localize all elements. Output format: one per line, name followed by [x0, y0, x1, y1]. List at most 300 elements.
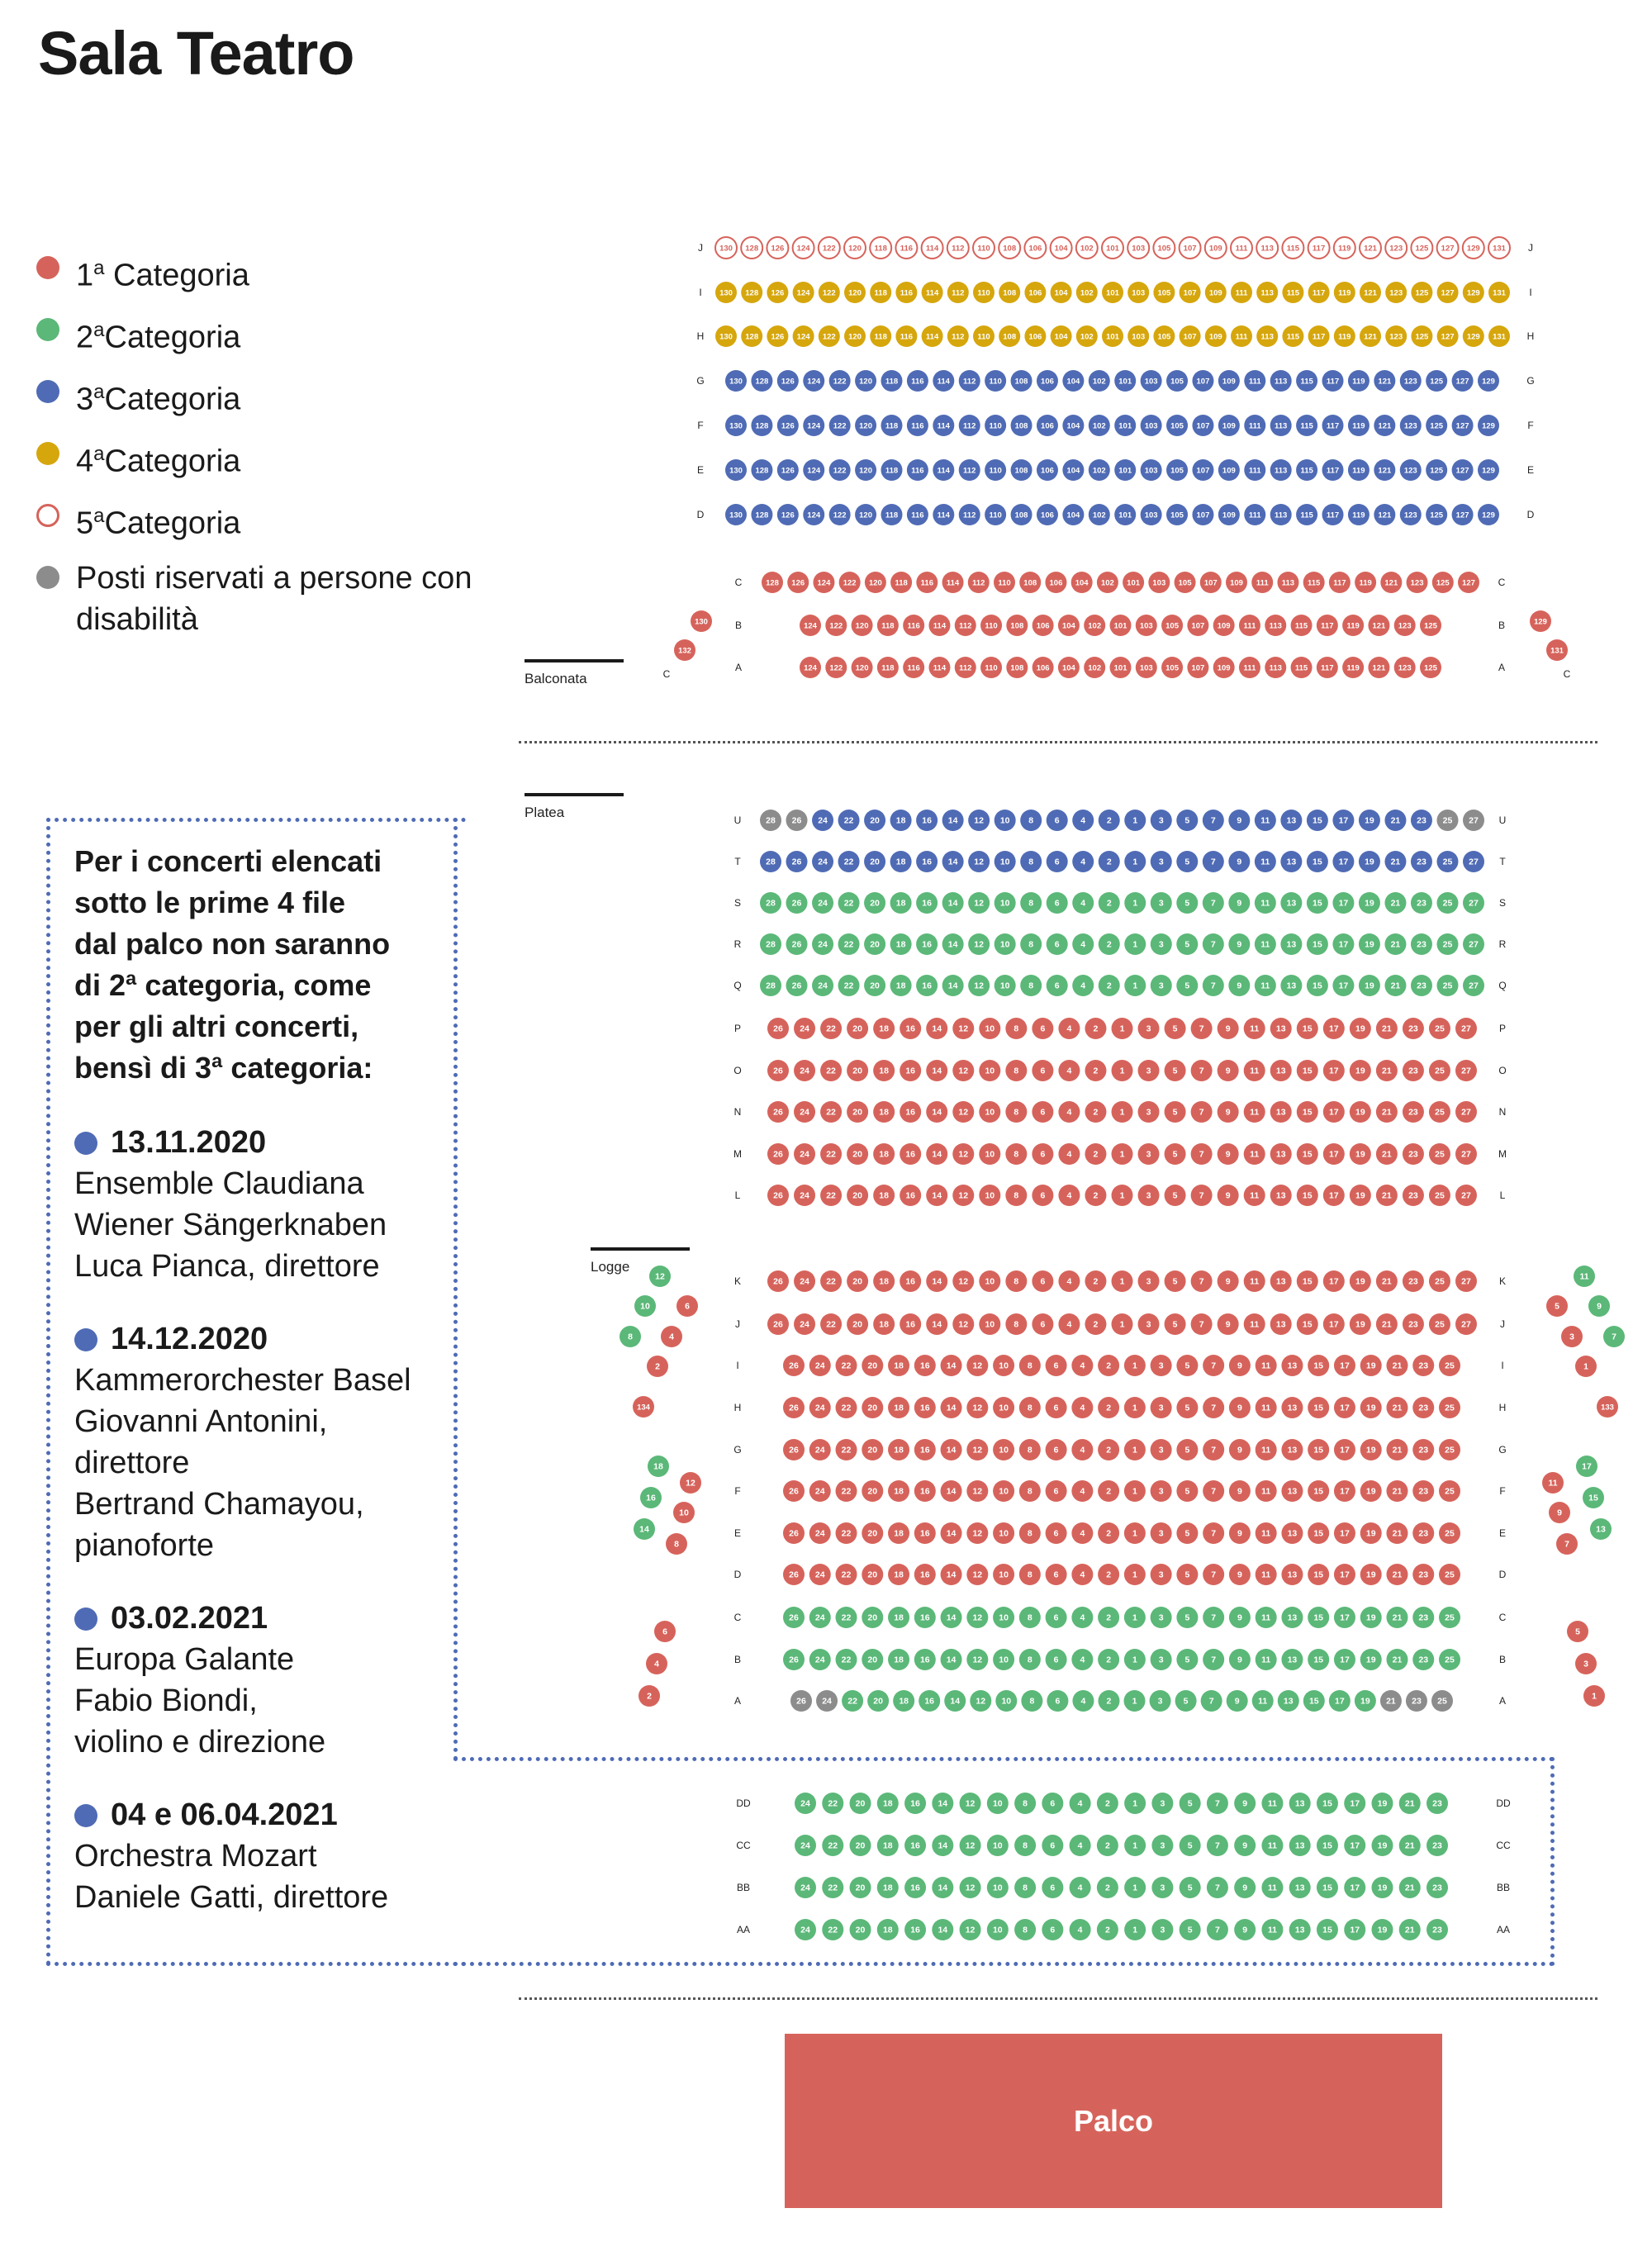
seat-131[interactable] [1488, 325, 1510, 347]
seat-10[interactable] [979, 1018, 1000, 1039]
seat-7[interactable] [1191, 1313, 1213, 1335]
seat-15[interactable] [1308, 1522, 1329, 1544]
seat-112[interactable] [968, 572, 990, 593]
seat-6[interactable] [1042, 1919, 1063, 1940]
seat-4[interactable] [1058, 1018, 1080, 1039]
seat-2[interactable] [1097, 1835, 1118, 1856]
seat-1[interactable] [1124, 1649, 1146, 1670]
seat-8[interactable] [1020, 975, 1042, 996]
seat-15[interactable] [1297, 1060, 1318, 1081]
seat-24[interactable] [812, 810, 833, 831]
seat-112[interactable] [959, 504, 980, 525]
seat-105[interactable] [1166, 415, 1188, 436]
seat-12[interactable] [952, 1313, 974, 1335]
seat-120[interactable] [855, 370, 876, 392]
seat-12[interactable] [966, 1397, 988, 1418]
seat-3[interactable] [1151, 1793, 1173, 1814]
seat-13[interactable] [1280, 933, 1302, 955]
seat-2[interactable] [1085, 1270, 1106, 1292]
seat-124[interactable] [803, 415, 824, 436]
seat-11[interactable] [1256, 1397, 1277, 1418]
seat-25[interactable] [1429, 1313, 1450, 1335]
seat-23[interactable] [1412, 1607, 1434, 1628]
seat-117[interactable] [1322, 370, 1344, 392]
seat-11[interactable] [1256, 1607, 1277, 1628]
seat-6[interactable] [1042, 1877, 1063, 1898]
seat-5[interactable] [1175, 1690, 1197, 1712]
seat-20[interactable] [862, 1439, 883, 1460]
seat-23[interactable] [1412, 1480, 1434, 1502]
seat-23[interactable] [1412, 1439, 1434, 1460]
seat-26[interactable] [783, 1649, 805, 1670]
seat-25[interactable] [1436, 933, 1458, 955]
seat-113[interactable] [1265, 657, 1286, 678]
seat-18[interactable] [888, 1607, 909, 1628]
seat-10[interactable] [979, 1060, 1000, 1081]
seat-116[interactable] [907, 504, 928, 525]
seat-16[interactable] [900, 1143, 921, 1165]
seat-111[interactable] [1231, 282, 1252, 303]
seat-114[interactable] [933, 415, 954, 436]
seat-126[interactable] [777, 415, 799, 436]
seat-28[interactable] [760, 933, 781, 955]
seat-2[interactable] [1085, 1018, 1106, 1039]
seat-112[interactable] [955, 615, 976, 636]
seat-12[interactable] [960, 1877, 981, 1898]
seat-21[interactable] [1399, 1919, 1421, 1940]
seat-121[interactable] [1374, 504, 1395, 525]
seat-3[interactable] [1151, 975, 1172, 996]
seat-5[interactable] [1180, 1919, 1201, 1940]
seat-15[interactable] [1307, 933, 1328, 955]
seat-12[interactable] [952, 1018, 974, 1039]
seat-125[interactable] [1420, 657, 1441, 678]
seat-117[interactable] [1308, 282, 1330, 303]
seat-26[interactable] [767, 1270, 789, 1292]
seat-7[interactable] [1203, 892, 1224, 914]
seat-22[interactable] [822, 1919, 843, 1940]
seat-17[interactable] [1323, 1143, 1345, 1165]
seat-8[interactable] [666, 1533, 687, 1555]
seat-118[interactable] [870, 325, 891, 347]
seat-3[interactable] [1150, 1690, 1171, 1712]
seat-4[interactable] [1071, 1522, 1093, 1544]
seat-23[interactable] [1427, 1919, 1448, 1940]
seat-111[interactable] [1244, 415, 1265, 436]
seat-23[interactable] [1411, 810, 1432, 831]
seat-105[interactable] [1153, 325, 1175, 347]
seat-25[interactable] [1429, 1143, 1450, 1165]
seat-24[interactable] [794, 1018, 815, 1039]
seat-102[interactable] [1089, 415, 1110, 436]
seat-11[interactable] [1256, 1480, 1277, 1502]
seat-19[interactable] [1359, 975, 1380, 996]
seat-13[interactable] [1281, 1522, 1303, 1544]
seat-14[interactable] [942, 975, 964, 996]
seat-26[interactable] [767, 1143, 789, 1165]
seat-2[interactable] [1098, 1564, 1119, 1585]
seat-16[interactable] [916, 810, 938, 831]
seat-17[interactable] [1323, 1101, 1345, 1123]
seat-14[interactable] [941, 1439, 962, 1460]
seat-17[interactable] [1334, 1607, 1355, 1628]
seat-21[interactable] [1386, 1355, 1408, 1376]
seat-4[interactable] [1058, 1270, 1080, 1292]
seat-23[interactable] [1411, 975, 1432, 996]
seat-5[interactable] [1176, 933, 1198, 955]
seat-19[interactable] [1350, 1101, 1371, 1123]
seat-104[interactable] [1062, 504, 1084, 525]
seat-18[interactable] [888, 1564, 909, 1585]
seat-14[interactable] [941, 1649, 962, 1670]
seat-125[interactable] [1432, 572, 1454, 593]
seat-26[interactable] [783, 1607, 805, 1628]
seat-14[interactable] [932, 1919, 953, 1940]
seat-20[interactable] [850, 1835, 871, 1856]
seat-5[interactable] [1176, 1397, 1198, 1418]
seat-11[interactable] [1261, 1835, 1283, 1856]
seat-21[interactable] [1376, 1018, 1398, 1039]
seat-108[interactable] [1006, 657, 1028, 678]
seat-117[interactable] [1322, 459, 1344, 481]
seat-12[interactable] [960, 1793, 981, 1814]
seat-111[interactable] [1244, 504, 1265, 525]
seat-121[interactable] [1374, 370, 1395, 392]
seat-3[interactable] [1151, 892, 1172, 914]
seat-9[interactable] [1234, 1877, 1256, 1898]
seat-19[interactable] [1360, 1355, 1382, 1376]
seat-104[interactable] [1058, 615, 1080, 636]
seat-10[interactable] [634, 1295, 656, 1317]
seat-129[interactable] [1478, 504, 1499, 525]
seat-10[interactable] [993, 1355, 1014, 1376]
seat-109[interactable] [1213, 615, 1235, 636]
seat-18[interactable] [890, 975, 912, 996]
seat-124[interactable] [803, 504, 824, 525]
seat-17[interactable] [1332, 975, 1354, 996]
seat-23[interactable] [1411, 892, 1432, 914]
seat-21[interactable] [1386, 1522, 1408, 1544]
seat-14[interactable] [941, 1397, 962, 1418]
seat-132[interactable] [674, 639, 695, 661]
seat-107[interactable] [1180, 325, 1201, 347]
seat-116[interactable] [903, 615, 924, 636]
seat-22[interactable] [822, 1835, 843, 1856]
seat-5[interactable] [1176, 851, 1198, 872]
seat-9[interactable] [1218, 1060, 1239, 1081]
seat-120[interactable] [855, 459, 876, 481]
seat-112[interactable] [955, 657, 976, 678]
seat-9[interactable] [1218, 1101, 1239, 1123]
seat-11[interactable] [1255, 975, 1276, 996]
seat-8[interactable] [1014, 1919, 1036, 1940]
seat-10[interactable] [993, 1397, 1014, 1418]
seat-10[interactable] [995, 810, 1016, 831]
seat-3[interactable] [1151, 1522, 1172, 1544]
seat-12[interactable] [960, 1919, 981, 1940]
seat-12[interactable] [649, 1266, 671, 1287]
seat-23[interactable] [1403, 1101, 1424, 1123]
seat-20[interactable] [862, 1480, 883, 1502]
seat-105[interactable] [1161, 657, 1183, 678]
seat-27[interactable] [1455, 1313, 1477, 1335]
seat-104[interactable] [1062, 415, 1084, 436]
seat-8[interactable] [1019, 1649, 1041, 1670]
seat-130[interactable] [715, 325, 737, 347]
seat-6[interactable] [1032, 1060, 1053, 1081]
seat-6[interactable] [1047, 810, 1068, 831]
seat-126[interactable] [767, 237, 788, 259]
seat-104[interactable] [1058, 657, 1080, 678]
seat-26[interactable] [783, 1522, 805, 1544]
seat-104[interactable] [1062, 370, 1084, 392]
seat-18[interactable] [873, 1313, 895, 1335]
seat-8[interactable] [1014, 1877, 1036, 1898]
seat-10[interactable] [987, 1919, 1009, 1940]
seat-22[interactable] [836, 1607, 857, 1628]
seat-21[interactable] [1386, 1564, 1408, 1585]
seat-112[interactable] [947, 237, 969, 259]
seat-103[interactable] [1127, 282, 1149, 303]
seat-8[interactable] [1020, 892, 1042, 914]
seat-112[interactable] [959, 370, 980, 392]
seat-125[interactable] [1426, 459, 1447, 481]
seat-9[interactable] [1588, 1295, 1610, 1317]
seat-117[interactable] [1308, 325, 1330, 347]
seat-122[interactable] [825, 615, 847, 636]
seat-21[interactable] [1376, 1313, 1398, 1335]
seat-21[interactable] [1376, 1185, 1398, 1206]
seat-22[interactable] [820, 1313, 842, 1335]
seat-9[interactable] [1228, 892, 1250, 914]
seat-122[interactable] [829, 459, 851, 481]
seat-106[interactable] [1024, 282, 1046, 303]
seat-115[interactable] [1296, 459, 1317, 481]
seat-19[interactable] [1350, 1018, 1371, 1039]
seat-124[interactable] [793, 237, 814, 259]
seat-7[interactable] [1203, 1649, 1224, 1670]
seat-2[interactable] [1098, 1480, 1119, 1502]
seat-3[interactable] [1151, 1919, 1173, 1940]
seat-3[interactable] [1561, 1326, 1583, 1347]
seat-126[interactable] [777, 459, 799, 481]
seat-110[interactable] [980, 615, 1002, 636]
seat-5[interactable] [1176, 1564, 1198, 1585]
seat-102[interactable] [1097, 572, 1118, 593]
seat-14[interactable] [932, 1877, 953, 1898]
seat-2[interactable] [1098, 1355, 1119, 1376]
seat-5[interactable] [1176, 1607, 1198, 1628]
seat-25[interactable] [1439, 1564, 1460, 1585]
seat-7[interactable] [1203, 975, 1224, 996]
seat-101[interactable] [1114, 459, 1136, 481]
seat-5[interactable] [1165, 1143, 1186, 1165]
seat-101[interactable] [1102, 282, 1123, 303]
seat-25[interactable] [1436, 851, 1458, 872]
seat-106[interactable] [1045, 572, 1066, 593]
seat-17[interactable] [1344, 1793, 1365, 1814]
seat-15[interactable] [1308, 1439, 1329, 1460]
seat-4[interactable] [1071, 1355, 1093, 1376]
seat-6[interactable] [654, 1621, 676, 1642]
seat-127[interactable] [1437, 325, 1459, 347]
seat-3[interactable] [1138, 1185, 1160, 1206]
seat-112[interactable] [947, 325, 969, 347]
seat-124[interactable] [800, 657, 821, 678]
seat-25[interactable] [1429, 1270, 1450, 1292]
seat-111[interactable] [1251, 572, 1273, 593]
seat-110[interactable] [985, 370, 1006, 392]
seat-14[interactable] [942, 851, 964, 872]
seat-13[interactable] [1278, 1690, 1299, 1712]
seat-104[interactable] [1051, 237, 1072, 259]
seat-4[interactable] [1072, 1690, 1094, 1712]
seat-124[interactable] [793, 282, 814, 303]
seat-12[interactable] [968, 975, 990, 996]
seat-10[interactable] [995, 933, 1016, 955]
seat-18[interactable] [648, 1456, 669, 1477]
seat-23[interactable] [1412, 1522, 1434, 1544]
seat-28[interactable] [760, 892, 781, 914]
seat-115[interactable] [1282, 282, 1303, 303]
seat-7[interactable] [1556, 1533, 1578, 1555]
seat-11[interactable] [1244, 1313, 1265, 1335]
seat-27[interactable] [1463, 933, 1484, 955]
seat-9[interactable] [1218, 1313, 1239, 1335]
seat-19[interactable] [1360, 1564, 1382, 1585]
seat-22[interactable] [842, 1690, 863, 1712]
seat-20[interactable] [864, 892, 885, 914]
seat-7[interactable] [1203, 1607, 1224, 1628]
seat-20[interactable] [847, 1018, 868, 1039]
seat-101[interactable] [1123, 572, 1144, 593]
seat-8[interactable] [1005, 1185, 1027, 1206]
seat-7[interactable] [1207, 1877, 1228, 1898]
seat-13[interactable] [1280, 975, 1302, 996]
seat-130[interactable] [725, 459, 747, 481]
seat-16[interactable] [640, 1487, 662, 1508]
seat-26[interactable] [786, 892, 808, 914]
seat-19[interactable] [1350, 1143, 1371, 1165]
seat-119[interactable] [1334, 237, 1355, 259]
seat-7[interactable] [1191, 1060, 1213, 1081]
seat-4[interactable] [1071, 1607, 1093, 1628]
seat-7[interactable] [1207, 1793, 1228, 1814]
seat-14[interactable] [932, 1793, 953, 1814]
seat-25[interactable] [1439, 1649, 1460, 1670]
seat-24[interactable] [812, 851, 833, 872]
seat-16[interactable] [900, 1101, 921, 1123]
seat-11[interactable] [1256, 1522, 1277, 1544]
seat-2[interactable] [1085, 1060, 1106, 1081]
seat-121[interactable] [1380, 572, 1402, 593]
seat-9[interactable] [1229, 1564, 1251, 1585]
seat-13[interactable] [1281, 1480, 1303, 1502]
seat-27[interactable] [1463, 975, 1484, 996]
seat-133[interactable] [1597, 1396, 1618, 1418]
seat-4[interactable] [1070, 1919, 1091, 1940]
seat-15[interactable] [1303, 1690, 1325, 1712]
seat-5[interactable] [1165, 1101, 1186, 1123]
seat-6[interactable] [1046, 1397, 1067, 1418]
seat-17[interactable] [1334, 1480, 1355, 1502]
seat-20[interactable] [862, 1355, 883, 1376]
seat-102[interactable] [1084, 657, 1105, 678]
seat-8[interactable] [1005, 1018, 1027, 1039]
seat-21[interactable] [1376, 1270, 1398, 1292]
seat-7[interactable] [1207, 1835, 1228, 1856]
seat-1[interactable] [1112, 1185, 1133, 1206]
seat-10[interactable] [979, 1143, 1000, 1165]
seat-21[interactable] [1380, 1690, 1402, 1712]
seat-6[interactable] [1032, 1185, 1053, 1206]
seat-1[interactable] [1112, 1101, 1133, 1123]
seat-125[interactable] [1426, 370, 1447, 392]
seat-120[interactable] [855, 415, 876, 436]
seat-111[interactable] [1231, 325, 1252, 347]
seat-18[interactable] [888, 1649, 909, 1670]
seat-18[interactable] [877, 1835, 899, 1856]
seat-2[interactable] [1097, 1919, 1118, 1940]
seat-1[interactable] [1124, 1607, 1146, 1628]
seat-11[interactable] [1261, 1919, 1283, 1940]
seat-104[interactable] [1071, 572, 1093, 593]
seat-6[interactable] [1046, 1522, 1067, 1544]
seat-9[interactable] [1228, 810, 1250, 831]
seat-4[interactable] [1071, 1439, 1093, 1460]
seat-110[interactable] [973, 237, 995, 259]
seat-3[interactable] [1138, 1018, 1160, 1039]
seat-18[interactable] [893, 1690, 914, 1712]
seat-113[interactable] [1256, 325, 1278, 347]
seat-20[interactable] [847, 1101, 868, 1123]
seat-7[interactable] [1203, 851, 1224, 872]
seat-109[interactable] [1218, 504, 1240, 525]
seat-6[interactable] [1046, 1439, 1067, 1460]
seat-23[interactable] [1412, 1397, 1434, 1418]
seat-23[interactable] [1406, 1690, 1427, 1712]
seat-3[interactable] [1138, 1101, 1160, 1123]
seat-17[interactable] [1334, 1439, 1355, 1460]
seat-110[interactable] [985, 504, 1006, 525]
seat-10[interactable] [979, 1185, 1000, 1206]
seat-103[interactable] [1127, 325, 1149, 347]
seat-101[interactable] [1110, 657, 1132, 678]
seat-18[interactable] [873, 1270, 895, 1292]
seat-22[interactable] [836, 1480, 857, 1502]
seat-23[interactable] [1412, 1649, 1434, 1670]
seat-117[interactable] [1317, 615, 1338, 636]
seat-119[interactable] [1334, 325, 1355, 347]
seat-12[interactable] [966, 1649, 988, 1670]
seat-4[interactable] [1072, 975, 1094, 996]
seat-24[interactable] [816, 1690, 838, 1712]
seat-107[interactable] [1187, 657, 1208, 678]
seat-4[interactable] [1072, 810, 1094, 831]
seat-19[interactable] [1360, 1397, 1382, 1418]
seat-128[interactable] [741, 325, 762, 347]
seat-129[interactable] [1530, 610, 1551, 632]
seat-4[interactable] [661, 1326, 682, 1347]
seat-22[interactable] [820, 1270, 842, 1292]
seat-119[interactable] [1348, 459, 1370, 481]
seat-16[interactable] [916, 851, 938, 872]
seat-3[interactable] [1138, 1060, 1160, 1081]
seat-128[interactable] [751, 459, 772, 481]
seat-107[interactable] [1180, 282, 1201, 303]
seat-118[interactable] [870, 237, 891, 259]
seat-24[interactable] [812, 892, 833, 914]
